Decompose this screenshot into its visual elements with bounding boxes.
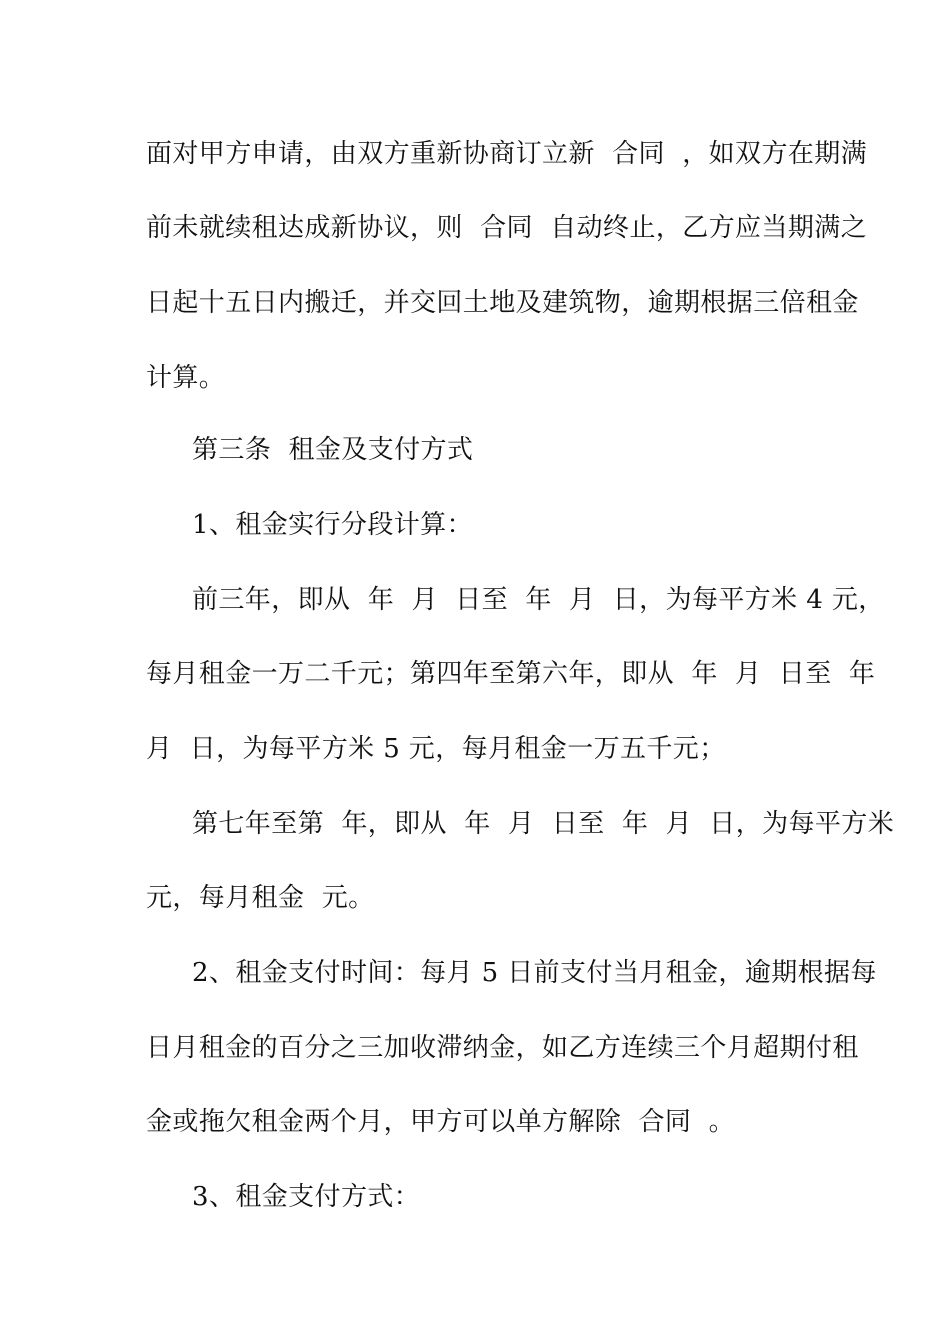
text-line: 日月租金的百分之三加收滞纳金，如乙方连续三个月超期付租 — [146, 1033, 859, 1063]
text-line: 面对甲方申请，由双方重新协商订立新 合同 ，如双方在期满 — [146, 139, 868, 169]
text-line: 计算。 — [146, 363, 226, 393]
text-line: 日起十五日内搬迁，并交回土地及建筑物，逾期根据三倍租金 — [146, 288, 859, 318]
text-line: 第七年至第 年，即从 年 月 日至 年 月 日，为每平方米 — [192, 809, 895, 839]
text-line: 2、租金支付时间：每月 5 日前支付当月租金，逾期根据每 — [192, 958, 877, 988]
text-line: 1、租金实行分段计算： — [192, 510, 473, 540]
text-line: 元，每月租金 元。 — [146, 883, 375, 913]
text-line: 前未就续租达成新协议，则 合同 自动终止，乙方应当期满之 — [146, 213, 868, 243]
text-line: 3、租金支付方式： — [192, 1182, 421, 1212]
text-line: 每月租金一万二千元；第四年至第六年，即从 年 月 日至 年 — [146, 659, 876, 689]
text-line: 金或拖欠租金两个月，甲方可以单方解除 合同 。 — [146, 1107, 736, 1137]
section-heading: 第三条 租金及支付方式 — [192, 435, 474, 465]
text-line: 前三年，即从 年 月 日至 年 月 日，为每平方米 4 元， — [192, 585, 885, 615]
text-line: 月 日，为每平方米 5 元，每月租金一万五千元； — [146, 734, 726, 764]
